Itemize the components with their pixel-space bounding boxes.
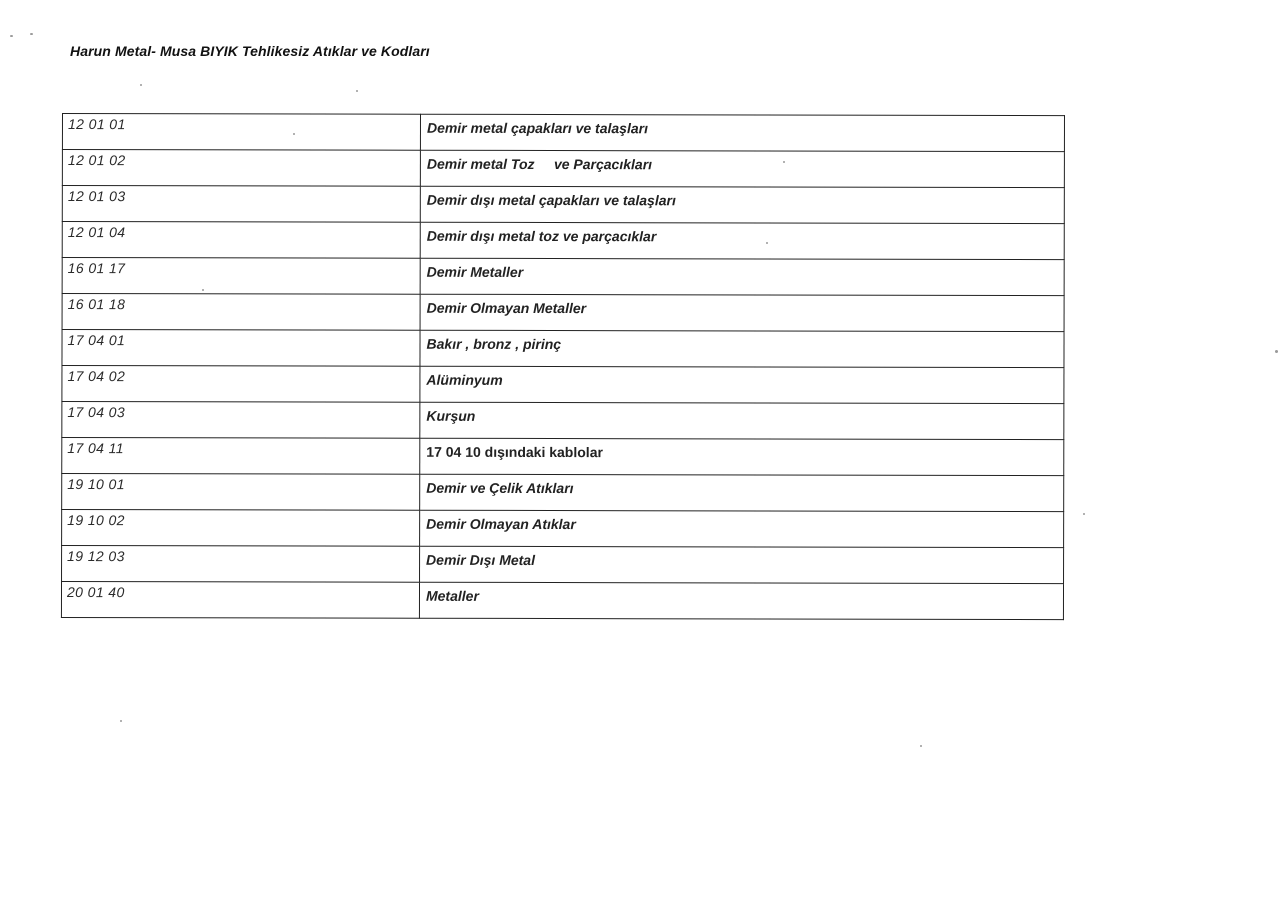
table-row [62,546,1064,584]
scan-speck [766,242,768,244]
table-row [62,222,1064,260]
table-row [62,150,1064,188]
waste-description-cell: Demir Metaller [420,258,1064,295]
table-row [62,114,1064,152]
table-row [62,186,1064,224]
waste-code-cell: 17 04 02 [62,366,420,403]
scan-speck [1083,513,1085,515]
waste-code-table [61,113,1065,620]
scan-speck [1275,350,1278,353]
waste-description-cell: Demir Olmayan Atıklar [420,510,1064,547]
waste-description-cell: Alüminyum [420,366,1064,403]
scan-speck [920,745,922,747]
waste-code-cell: 16 01 18 [62,294,420,331]
page-title: Harun Metal- Musa BIYIK Tehlikesiz Atıklar ve Kodları [70,43,430,59]
waste-code-cell: 20 01 40 [61,582,419,619]
waste-code-cell: 19 12 03 [62,546,420,583]
waste-description-cell: Demir Dışı Metal [420,546,1064,583]
waste-code-cell: 19 10 01 [62,474,420,511]
table-row [62,438,1064,476]
waste-code-cell: 12 01 01 [62,114,420,151]
waste-code-cell: 12 01 04 [62,222,420,259]
waste-description-cell: 17 04 10 dışındaki kablolar [420,438,1064,475]
waste-description-cell: Demir metal Toz ve Parçacıkları [420,150,1064,187]
table-row [61,582,1063,620]
waste-description-cell: Demir ve Çelik Atıkları [420,474,1064,511]
scan-speck [30,33,33,35]
table-row [62,258,1064,296]
table-row [62,402,1064,440]
scan-speck [140,84,142,86]
waste-description-cell: Demir dışı metal çapakları ve talaşları [420,186,1064,223]
waste-description-cell: Demir Olmayan Metaller [420,294,1064,331]
scan-speck [783,161,785,163]
table-row [62,330,1064,368]
table-row [62,474,1064,512]
waste-code-cell: 17 04 01 [62,330,420,367]
scan-speck [356,90,358,92]
scan-speck [202,289,204,291]
table-row [62,510,1064,548]
waste-description-cell: Bakır , bronz , pirinç [420,330,1064,367]
scan-speck [120,720,122,722]
waste-description-cell: Metaller [419,582,1063,619]
scan-speck [10,35,13,37]
waste-code-cell: 17 04 11 [62,438,420,475]
waste-code-cell: 12 01 03 [62,186,420,223]
waste-code-cell: 19 10 02 [62,510,420,547]
waste-description-cell: Demir dışı metal toz ve parçacıklar [420,222,1064,259]
waste-code-cell: 17 04 03 [62,402,420,439]
scan-speck [293,133,295,135]
waste-description-cell: Demir metal çapakları ve talaşları [420,114,1064,151]
waste-description-cell: Kurşun [420,402,1064,439]
waste-code-cell: 12 01 02 [62,150,420,187]
table-row [62,294,1064,332]
waste-code-cell: 16 01 17 [62,258,420,295]
table-row [62,366,1064,404]
